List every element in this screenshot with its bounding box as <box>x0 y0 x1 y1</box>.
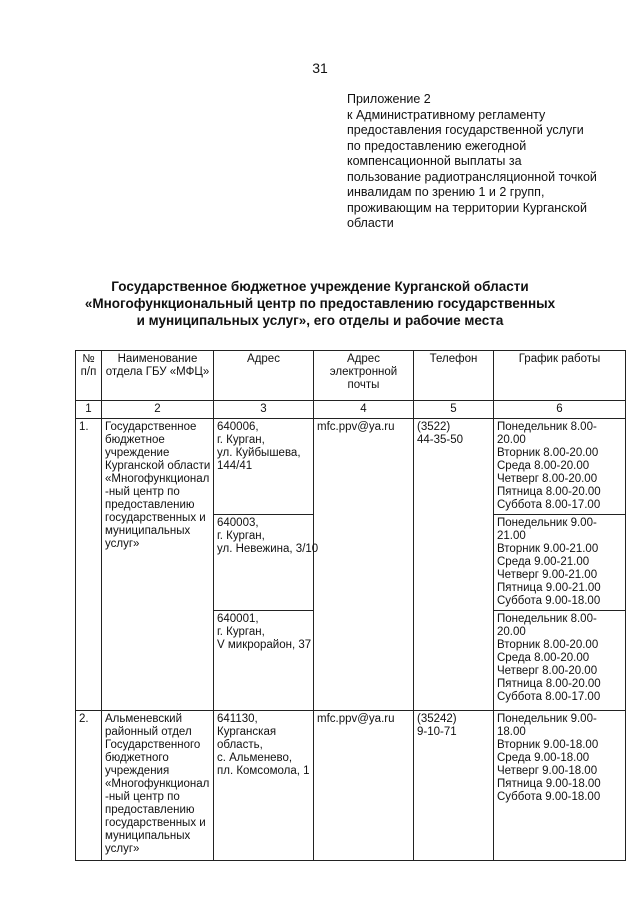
annex-line: проживающим на территории Курганской <box>347 200 587 215</box>
annex-line: компенсационной выплаты за <box>347 154 522 168</box>
annex-line: по предоставлению ежегодной <box>347 138 527 153</box>
office-phone: (35242) 9-10-71 <box>414 711 494 861</box>
office-phone: (3522) 44-35-50 <box>414 419 494 711</box>
row-number: 1. <box>76 419 102 711</box>
header-email: Адрес электронной почты <box>314 351 414 401</box>
column-number: 1 <box>76 401 102 419</box>
column-number: 5 <box>414 401 494 419</box>
office-email: mfc.ppv@ya.ru <box>314 419 414 711</box>
table-row <box>76 711 626 861</box>
column-number: 3 <box>214 401 314 419</box>
office-address: 641130, Курганская область, с. Альменево, пл. Комсомола, 1 <box>214 711 314 861</box>
document-title <box>40 278 600 329</box>
annex-line: пользование радиотрансляционной точкой <box>347 169 597 184</box>
header-name: Наименование отдела ГБУ «МФЦ» <box>102 351 214 401</box>
column-number-row <box>76 401 626 419</box>
header-schedule: График работы <box>494 351 626 401</box>
office-name: Альменевский районный отдел Государственного бюджетного учреждения «Многофункционал -ный центр по предоставлению государственных и муниципальных услуг» <box>102 711 214 861</box>
annex-line: области <box>347 216 394 230</box>
office-schedule: Понедельник 8.00- 20.00 Вторник 8.00-20.00 Среда 8.00-20.00 Четверг 8.00-20.00 Пятница 8.00-20.00 Суббота 8.00-17.00 <box>494 419 626 515</box>
header-row <box>76 351 626 401</box>
column-number: 6 <box>494 401 626 419</box>
column-number: 2 <box>102 401 214 419</box>
title-line: Государственное бюджетное учреждение Курганской области <box>111 279 529 294</box>
office-schedule: Понедельник 9.00- 18.00 Вторник 9.00-18.00 Среда 9.00-18.00 Четверг 9.00-18.00 Пятница 9.00-18.00 Суббота 9.00-18.00 <box>494 711 626 861</box>
title-line: и муниципальных услуг», его отделы и рабочие места <box>136 313 504 328</box>
header-phone: Телефон <box>414 351 494 401</box>
table-row <box>76 419 626 515</box>
offices-table <box>75 350 626 861</box>
header-address: Адрес <box>214 351 314 401</box>
row-number: 2. <box>76 711 102 861</box>
page-number: 31 <box>312 60 328 76</box>
office-address: 640001, г. Курган, V микрорайон, 37 <box>214 611 314 711</box>
annex-line: предоставления государственной услуги <box>347 123 584 137</box>
annex-line: к Административному регламенту <box>347 107 546 122</box>
office-name: Государственное бюджетное учреждение Курганской области «Многофункционал -ный центр по предоставлению государственных и муниципальных услуг» <box>102 419 214 711</box>
annex-line: Приложение 2 <box>347 92 431 106</box>
column-number: 4 <box>314 401 414 419</box>
office-address: 640006, г. Курган, ул. Куйбышева, 144/41 <box>214 419 314 515</box>
annex-block <box>347 92 627 232</box>
office-address: 640003, г. Курган, ул. Невежина, 3/10 <box>214 515 314 611</box>
annex-line: инвалидам по зрению 1 и 2 групп, <box>347 185 545 199</box>
office-email: mfc.ppv@ya.ru <box>314 711 414 861</box>
office-schedule: Понедельник 9.00- 21.00 Вторник 9.00-21.00 Среда 9.00-21.00 Четверг 9.00-21.00 Пятница 9.00-21.00 Суббота 9.00-18.00 <box>494 515 626 611</box>
title-line: «Многофункциональный центр по предоставлению государственных <box>84 296 556 311</box>
office-schedule: Понедельник 8.00- 20.00 Вторник 8.00-20.00 Среда 8.00-20.00 Четверг 8.00-20.00 Пятница 8.00-20.00 Суббота 8.00-17.00 <box>494 611 626 711</box>
header-number: № п/п <box>76 351 102 401</box>
